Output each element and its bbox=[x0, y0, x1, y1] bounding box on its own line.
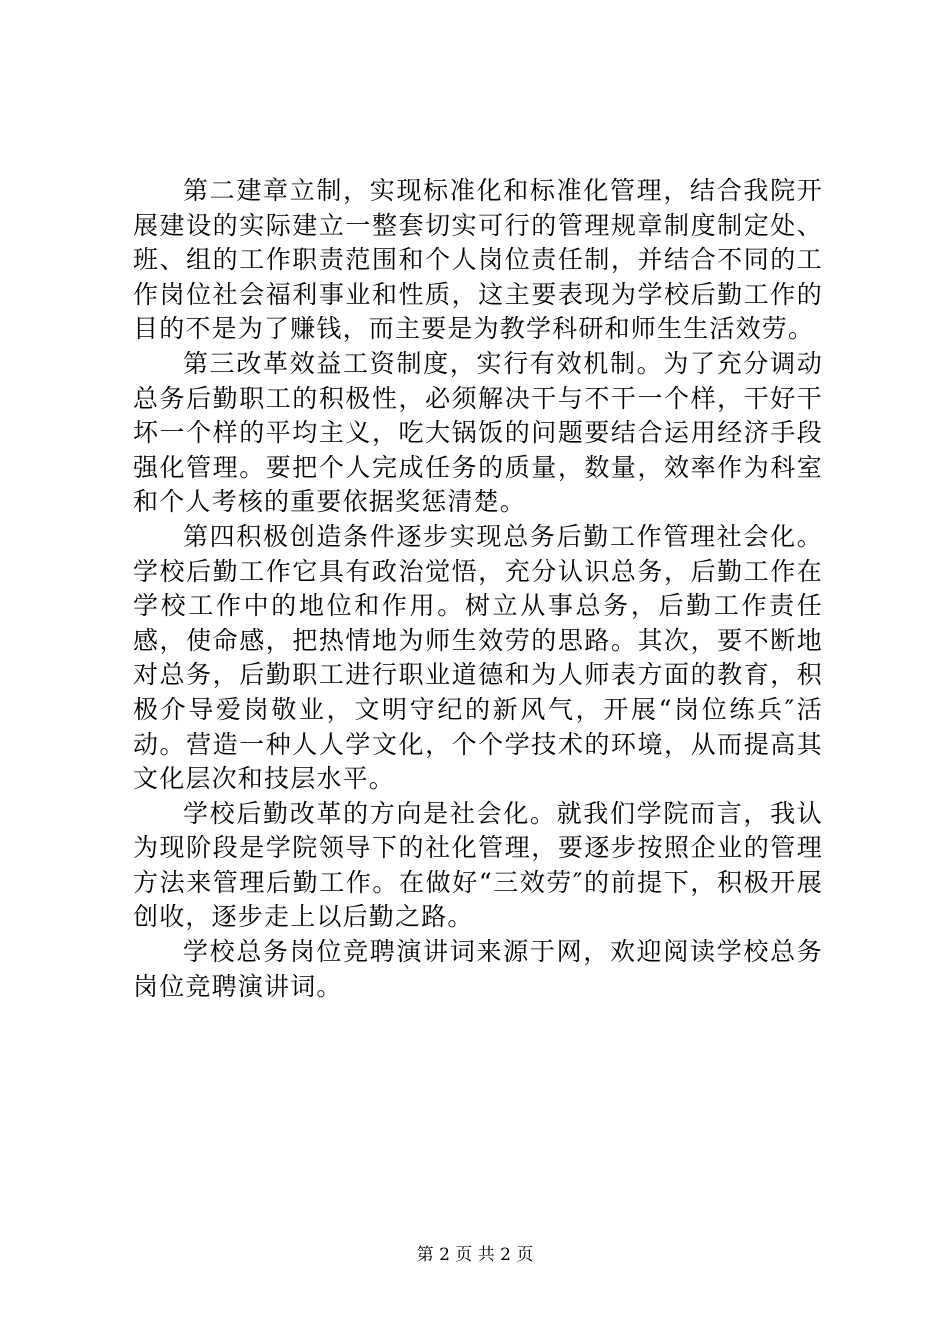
page-footer: 第 2 页 共 2 页 bbox=[416, 1245, 534, 1265]
paragraph-1: 第二建章立制，实现标准化和标准化管理，结合我院开展建设的实际建立一整套切实可行的管理规章制度制定处、班、组的工作职责范围和个人岗位责任制，并结合不同的工作岗位社会福利事业和性质，这主要表现为学校后勤工作的目的不是为了赚钱，而主要是为教学科研和师生生活效劳。 bbox=[133, 176, 823, 344]
paragraph-4: 学校后勤改革的方向是社会化。就我们学院而言，我认为现阶段是学院领导下的社化管理，要逐步按照企业的管理方法来管理后勤工作。在做好“三效劳″的前提下，积极开展创收，逐步走上以后勤之路。 bbox=[133, 798, 823, 932]
paragraph-2: 第三改革效益工资制度，实行有效机制。为了充分调动总务后勤职工的积极性，必须解决干与不干一个样，干好干坏一个样的平均主义，吃大锅饭的问题要结合运用经济手段强化管理。要把个人完成任务的质量，数量，效率作为科室和个人考核的重要依据奖惩清楚。 bbox=[133, 348, 823, 517]
paragraph-3: 第四积极创造条件逐步实现总务后勤工作管理社会化。学校后勤工作它具有政治觉悟，充分认识总务，后勤工作在学校工作中的地位和作用。树立从事总务，后勤工作责任感，使命感，把热情地为师生效劳的思路。其次，要不断地对总务，后勤职工进行职业道德和为人师表方面的教育，积极介导爱岗敬业，文明守纪的新风气，开展“岗位练兵″活动。营造一种人人学文化，个个学技术的环境，从而提高其文化层次和技层水平。 bbox=[133, 521, 823, 794]
paragraph-5: 学校总务岗位竞聘演讲词来源于网，欢迎阅读学校总务岗位竞聘演讲词。 bbox=[133, 937, 823, 1001]
document-body bbox=[133, 174, 823, 1004]
